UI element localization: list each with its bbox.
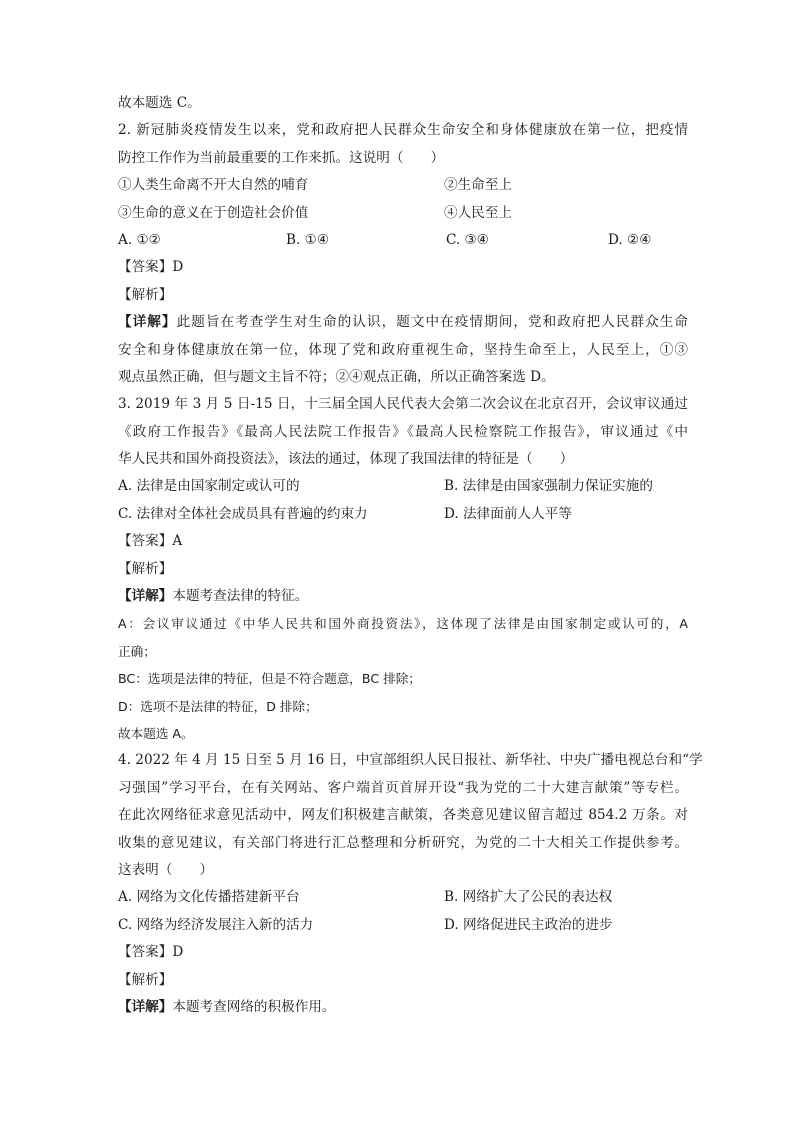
q3-detail-line-1	[118, 583, 688, 610]
q2-choice-c: C. ③④	[446, 231, 489, 248]
q2-choice-b: B. ①④	[286, 231, 330, 248]
q3-stem-line-2: 《政府工作报告》《最高人民法院工作报告》《最高人民检察院工作报告》，审议通过《中	[118, 423, 688, 440]
q4-stem-line-1: 4. 2022 年 4 月 15 日至 5 月 16 日，中宣部组织人民日报社、新华社、中央广播电视总台和“学	[118, 752, 703, 769]
q2-statement-4: ④人民至上	[444, 204, 512, 221]
q4-choices-row-1	[118, 884, 688, 911]
q2-detail-line-3: 观点虽然正确，但与题文主旨不符；②④观点正确，所以正确答案选 D。	[118, 368, 555, 385]
previous-conclusion: 故本题选 C。	[118, 95, 201, 111]
q2-statements-row-1	[118, 172, 688, 199]
q2-stem-line-2: 防控工作作为当前最重要的工作来抓。这说明（ ）	[118, 149, 445, 166]
q3-choice-d: D. 法律面前人人平等	[444, 505, 572, 522]
q3-choice-c: C. 法律对全体社会成员具有普遍的约束力	[118, 505, 368, 522]
q4-detail-line-1	[118, 994, 688, 1021]
q2-detail-line-1	[118, 309, 688, 336]
q4-detail-text-1: 本题考查网络的积极作用。	[172, 998, 336, 1015]
q3-explain-a-line-2: 正确；	[118, 643, 156, 659]
q4-answer: 【答案】D	[118, 944, 184, 961]
q2-detail-text-1: 此题旨在考查学生对生命的认识，题文中在疫情期间，党和政府把人民群众生命	[176, 314, 689, 331]
document-page	[118, 90, 703, 1021]
q2-statement-3: ③生命的意义在于创造社会价值	[118, 204, 309, 221]
q3-choice-a: A. 法律是由国家制定或认可的	[118, 478, 300, 495]
q2-analysis-heading: 【解析】	[118, 286, 173, 303]
q3-explain-bc: BC：选项是法律的特征，但是不符合题意，BC 排除；	[118, 671, 421, 687]
q4-choice-b: B. 网络扩大了公民的表达权	[444, 889, 613, 906]
q3-choices-row-1	[118, 473, 688, 500]
q3-answer: 【答案】A	[118, 533, 183, 550]
q2-choice-a: A. ①②	[118, 231, 161, 248]
q3-choice-b: B. 法律是由国家强制力保证实施的	[444, 478, 653, 495]
q4-stem-line-5: 这表明（ ）	[118, 861, 214, 878]
q2-detail-tag: 【详解】	[118, 314, 177, 331]
q4-stem-line-2: 习强国”学习平台，在有关网站、客户端首页首屏开设“我为党的二十大建言献策”等专栏。	[118, 779, 688, 796]
q3-conclusion: 故本题选 A。	[118, 725, 194, 741]
q2-choice-d: D. ②④	[608, 231, 652, 248]
q3-choices-row-2	[118, 501, 688, 528]
q3-explain-d: D：选项不是法律的特征，D 排除；	[118, 698, 318, 714]
q2-choices-row	[118, 227, 688, 254]
q4-stem-line-4: 收集的意见建议，有关部门将进行汇总整理和分析研究，为党的二十大相关工作提供参考。	[118, 834, 688, 851]
q2-stem-line-1: 2. 新冠肺炎疫情发生以来，党和政府把人民群众生命安全和身体健康放在第一位，把疫情	[118, 122, 688, 139]
q4-choice-c: C. 网络为经济发展注入新的活力	[118, 916, 314, 933]
q3-stem-line-3: 华人民共和国外商投资法》，该法的通过，体现了我国法律的特征是（ ）	[118, 451, 574, 468]
q3-detail-tag: 【详解】	[118, 588, 173, 605]
q3-detail-text-1: 本题考查法律的特征。	[172, 588, 309, 605]
q3-explain-a-line-1: A：会议审议通过《中华人民共和国外商投资法》，这体现了法律是由国家制定或认可的，A	[118, 616, 688, 632]
q2-statements-row-2	[118, 200, 688, 227]
q4-choice-d: D. 网络促进民主政治的进步	[444, 916, 613, 933]
q3-stem-line-1: 3. 2019 年 3 月 5 日-15 日，十三届全国人民代表大会第二次会议在北京召开，会议审议通过	[118, 396, 688, 413]
q3-analysis-heading: 【解析】	[118, 560, 173, 577]
q4-analysis-heading: 【解析】	[118, 971, 173, 988]
q4-choices-row-2	[118, 912, 688, 939]
q2-statement-1: ①人类生命离不开大自然的哺育	[118, 177, 309, 194]
q4-stem-line-3: 在此次网络征求意见活动中，网友们积极建言献策，各类意见建议留言超过 854.2 万条。对	[118, 807, 688, 824]
q2-detail-line-2: 安全和身体健康放在第一位，体现了党和政府重视生命，坚持生命至上，人民至上，①③	[118, 341, 688, 358]
q2-statement-2: ②生命至上	[444, 177, 512, 194]
q2-answer: 【答案】D	[118, 259, 184, 276]
q4-choice-a: A. 网络为文化传播搭建新平台	[118, 889, 300, 906]
q4-detail-tag: 【详解】	[118, 998, 173, 1015]
